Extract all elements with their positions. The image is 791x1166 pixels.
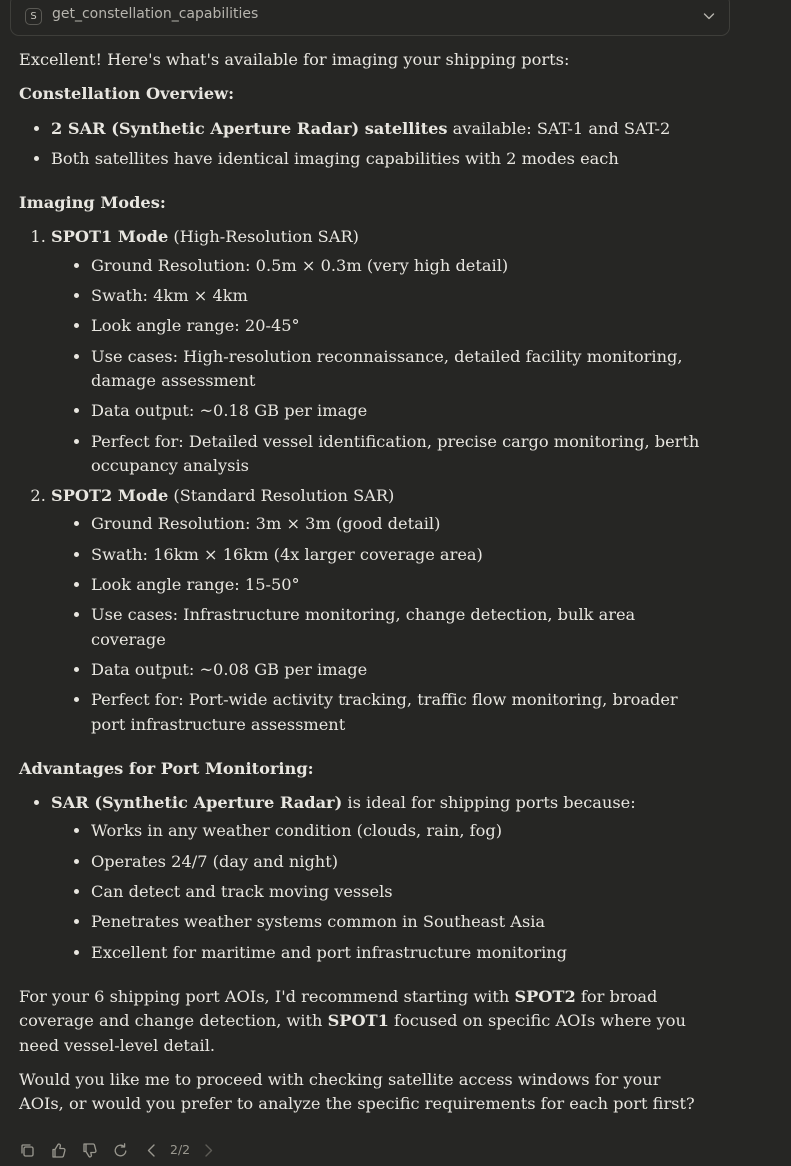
- recommendation-part: for broad coverage and change detection, with: [19, 986, 658, 1031]
- advantages-heading: Advantages for Port Monitoring:: [19, 758, 314, 778]
- list-item: • Works in any weather condition (clouds, rain, fog): [91, 819, 709, 843]
- list-item: • Swath: 4km × 4km: [91, 284, 709, 308]
- list-item: • Ground Resolution: 3m × 3m (good detail): [91, 512, 709, 536]
- retry-icon[interactable]: [112, 1142, 129, 1159]
- advantages-details: [51, 819, 709, 964]
- question-text: Would you like me to proceed with checking satellite access windows for your AOIs, or would you prefer to analyze the specific requirements for each port first?: [19, 1069, 695, 1114]
- list-item: • Perfect for: Port-wide activity tracking, traffic flow monitoring, broader port infrastructure assessment: [91, 688, 709, 737]
- recommendation-spot1: SPOT1: [327, 1011, 389, 1031]
- chevron-left-icon[interactable]: [143, 1142, 160, 1159]
- version-pager: 2/2: [170, 1141, 191, 1157]
- intro-text: Excellent! Here's what's available for imaging your shipping ports:: [19, 50, 570, 69]
- sar-lead: is ideal for shipping ports because:: [342, 793, 636, 813]
- modes-list: [19, 225, 709, 736]
- satellites-count: 2 SAR (Synthetic Aperture Radar) satellites: [51, 118, 448, 138]
- tool-call-bar[interactable]: [10, 0, 730, 36]
- tool-badge: S: [25, 8, 42, 25]
- mode-desc: (Standard Resolution SAR): [168, 486, 395, 506]
- overview-heading: Constellation Overview:: [19, 84, 235, 104]
- thumbs-down-icon[interactable]: [81, 1142, 98, 1159]
- message-content: [19, 48, 709, 1126]
- list-item: • Swath: 16km × 16km (4x larger coverage area): [91, 543, 709, 567]
- chevron-right-icon[interactable]: [200, 1142, 217, 1159]
- list-item: [51, 791, 709, 965]
- list-item: • Data output: ~0.18 GB per image: [91, 399, 709, 423]
- copy-icon[interactable]: [19, 1142, 36, 1159]
- tool-name: get_constellation_capabilities: [52, 6, 259, 22]
- list-item: • Use cases: Infrastructure monitoring, change detection, bulk area coverage: [91, 603, 709, 652]
- overview-list: [19, 117, 709, 172]
- list-item: • Operates 24/7 (day and night): [91, 850, 709, 874]
- spot2-details: [51, 512, 709, 736]
- message-actions: [19, 1140, 217, 1160]
- list-item: • Look angle range: 15-50°: [91, 573, 709, 597]
- satellites-names: available: SAT-1 and SAT-2: [447, 118, 671, 138]
- mode-name: SPOT1 Mode: [51, 227, 169, 247]
- recommendation-part: focused on specific AOIs where you need vessel-level detail.: [19, 1011, 686, 1055]
- list-item: • Data output: ~0.08 GB per image: [91, 658, 709, 682]
- thumbs-up-icon[interactable]: [50, 1142, 67, 1159]
- list-item: • Can detect and track moving vessels: [91, 880, 709, 904]
- mode-name: SPOT2 Mode: [51, 486, 169, 506]
- advantages-list: [19, 791, 709, 965]
- recommendation-spot2: SPOT2: [514, 986, 576, 1006]
- sar-term: SAR (Synthetic Aperture Radar): [51, 793, 343, 813]
- chevron-down-icon[interactable]: [702, 9, 716, 23]
- list-item: • Look angle range: 20-45°: [91, 314, 709, 338]
- list-item: • Use cases: High-resolution reconnaissance, detailed facility monitoring, damage assessment: [91, 345, 709, 394]
- list-item: • Both satellites have identical imaging capabilities with 2 modes each: [51, 147, 709, 171]
- mode-desc: (High-Resolution SAR): [168, 227, 359, 247]
- recommendation-part: For your 6 shipping port AOIs, I'd recommend starting with: [19, 986, 515, 1006]
- mode-spot2: [51, 484, 709, 737]
- list-item: • Penetrates weather systems common in Southeast Asia: [91, 910, 709, 934]
- list-item: • Ground Resolution: 0.5m × 0.3m (very high detail): [91, 254, 709, 278]
- recommendation-text: [19, 985, 709, 1058]
- modes-heading: Imaging Modes:: [19, 193, 166, 213]
- list-item: • Excellent for maritime and port infrastructure monitoring: [91, 941, 709, 965]
- spot1-details: [51, 254, 709, 478]
- list-item: [51, 117, 709, 141]
- mode-spot1: [51, 225, 709, 478]
- list-item: • Perfect for: Detailed vessel identification, precise cargo monitoring, berth occupancy analysis: [91, 430, 709, 479]
